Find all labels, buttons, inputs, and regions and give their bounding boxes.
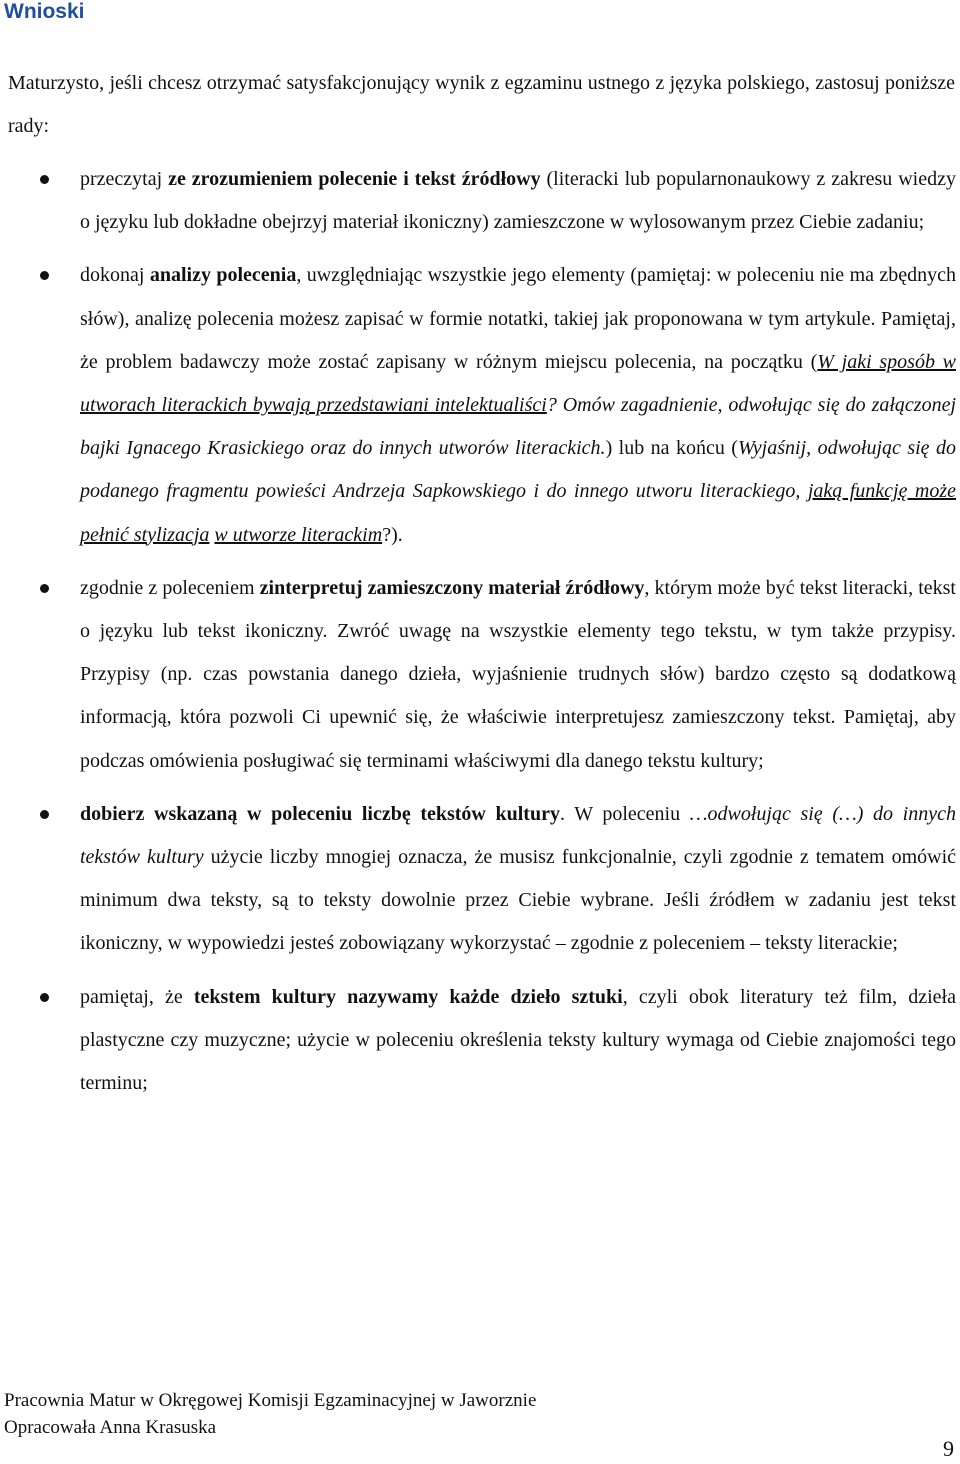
intro-paragraph: Maturzysto, jeśli chcesz otrzymać satysfakcjonujący wynik z egzaminu ustnego z języka polskiego, zastosuj poniższe rady: (8, 72, 955, 137)
item-text: , czyli obok literatury też film, dzieła plastyczne czy muzyczne; użycie w poleceniu określenia teksty kultury wymaga od Ciebie znajomości tego terminu; (80, 985, 956, 1095)
advice-list (0, 158, 960, 1115)
example-instruction: Wyjaśnij, odwołując się do podanego fragmentu powieści Andrzeja Sapkowskiego i do innego utworu literackiego, (80, 437, 956, 503)
bullet-icon (40, 271, 49, 280)
list-item (0, 793, 956, 966)
item-text: ) lub na końcu ( (605, 437, 738, 460)
item-italic-text: …odwołując się (…) do innych tekstów kultury (80, 802, 956, 869)
list-item (0, 976, 956, 1106)
item-text: (literacki lub popularnonaukowy z zakresu wiedzy o języku lub dokładne obejrzyj materiał ikoniczny) zamieszczone w wylosowanym przez Ciebie zadaniu; (80, 168, 956, 234)
item-text: , którym może być tekst literacki, tekst o języku lub tekst ikoniczny. Zwróć uwagę na wszystkie elementy tego tekstu, w tym także przypisy. Przypisy (np. czas powstania danego dzieła, wyjaśnienie trudnych słów) bardzo często są dodatkową informacją, która pozwoli Ci upewnić się, że właściwie interpretujesz zamieszczony tekst. Pamiętaj, aby podczas omówienia posługiwać się terminami właściwymi dla danego tekstu kultury; (80, 576, 956, 772)
item-text: zgodnie z poleceniem (80, 576, 260, 599)
item-text: przeczytaj (80, 168, 169, 190)
footer-institution: Pracownia Matur w Okręgowej Komisji Egzaminacyjnej w Jaworznie (4, 1390, 537, 1411)
section-title: Wnioski (4, 0, 85, 23)
page-footer (4, 1387, 536, 1441)
page-number: 9 (943, 1436, 954, 1461)
example-instruction: ? Omów zagadnienie, odwołując się do załączonej bajki Ignacego Krasickiego oraz do innych utworów literackich. (80, 394, 957, 460)
bullet-icon (40, 175, 49, 184)
list-item (0, 158, 956, 244)
bullet-icon (40, 584, 49, 593)
example-question-underlined: jaką funkcję może pełnić stylizacja (80, 480, 957, 546)
item-bold-text: dobierz wskazaną w poleceniu liczbę tekstów kultury (80, 802, 560, 825)
item-text: dokonaj (80, 264, 150, 287)
bullet-icon (40, 810, 49, 819)
item-bold-text: analizy polecenia (149, 264, 297, 287)
item-text: , uwzględniając wszystkie jego elementy (pamiętaj: w poleceniu nie ma zbędnych słów), analizę polecenia możesz zapisać w formie notatki, takiej jak proponowana w tym artykule. Pamiętaj, że problem badawczy może zostać zapisany w różnym miejscu polecenia, na początku ( (80, 264, 957, 373)
item-bold-text: ze zrozumieniem polecenie i tekst źródłowy (168, 168, 541, 190)
bullet-icon (40, 993, 49, 1002)
item-bold-text: tekstem kultury nazywamy każde dzieło sztuki (193, 985, 623, 1008)
list-item (0, 254, 956, 556)
footer-author: Opracowała Anna Krasuska (4, 1417, 217, 1438)
item-text: . W poleceniu (559, 802, 690, 825)
list-item (0, 567, 956, 783)
item-text: ?). (382, 523, 403, 546)
item-bold-text: zinterpretuj zamieszczony materiał źródłowy (259, 576, 645, 599)
example-question-underlined: W jaki sposób w utworach literackich bywają przedstawiani intelektualiści (80, 350, 957, 417)
item-text: pamiętaj, że (80, 985, 194, 1008)
item-text: użycie liczby mnogiej oznacza, że musisz funkcjonalnie, czyli zgodnie z tematem omówić minimum dwa teksty, są to teksty dowolnie przez Ciebie wybrane. Jeśli źródłem w zadaniu jest tekst ikoniczny, w wypowiedzi jesteś zobowiązany wykorzystać – zgodnie z poleceniem – teksty literackie; (80, 846, 956, 955)
example-question-underlined: w utworze literackim (214, 523, 383, 546)
